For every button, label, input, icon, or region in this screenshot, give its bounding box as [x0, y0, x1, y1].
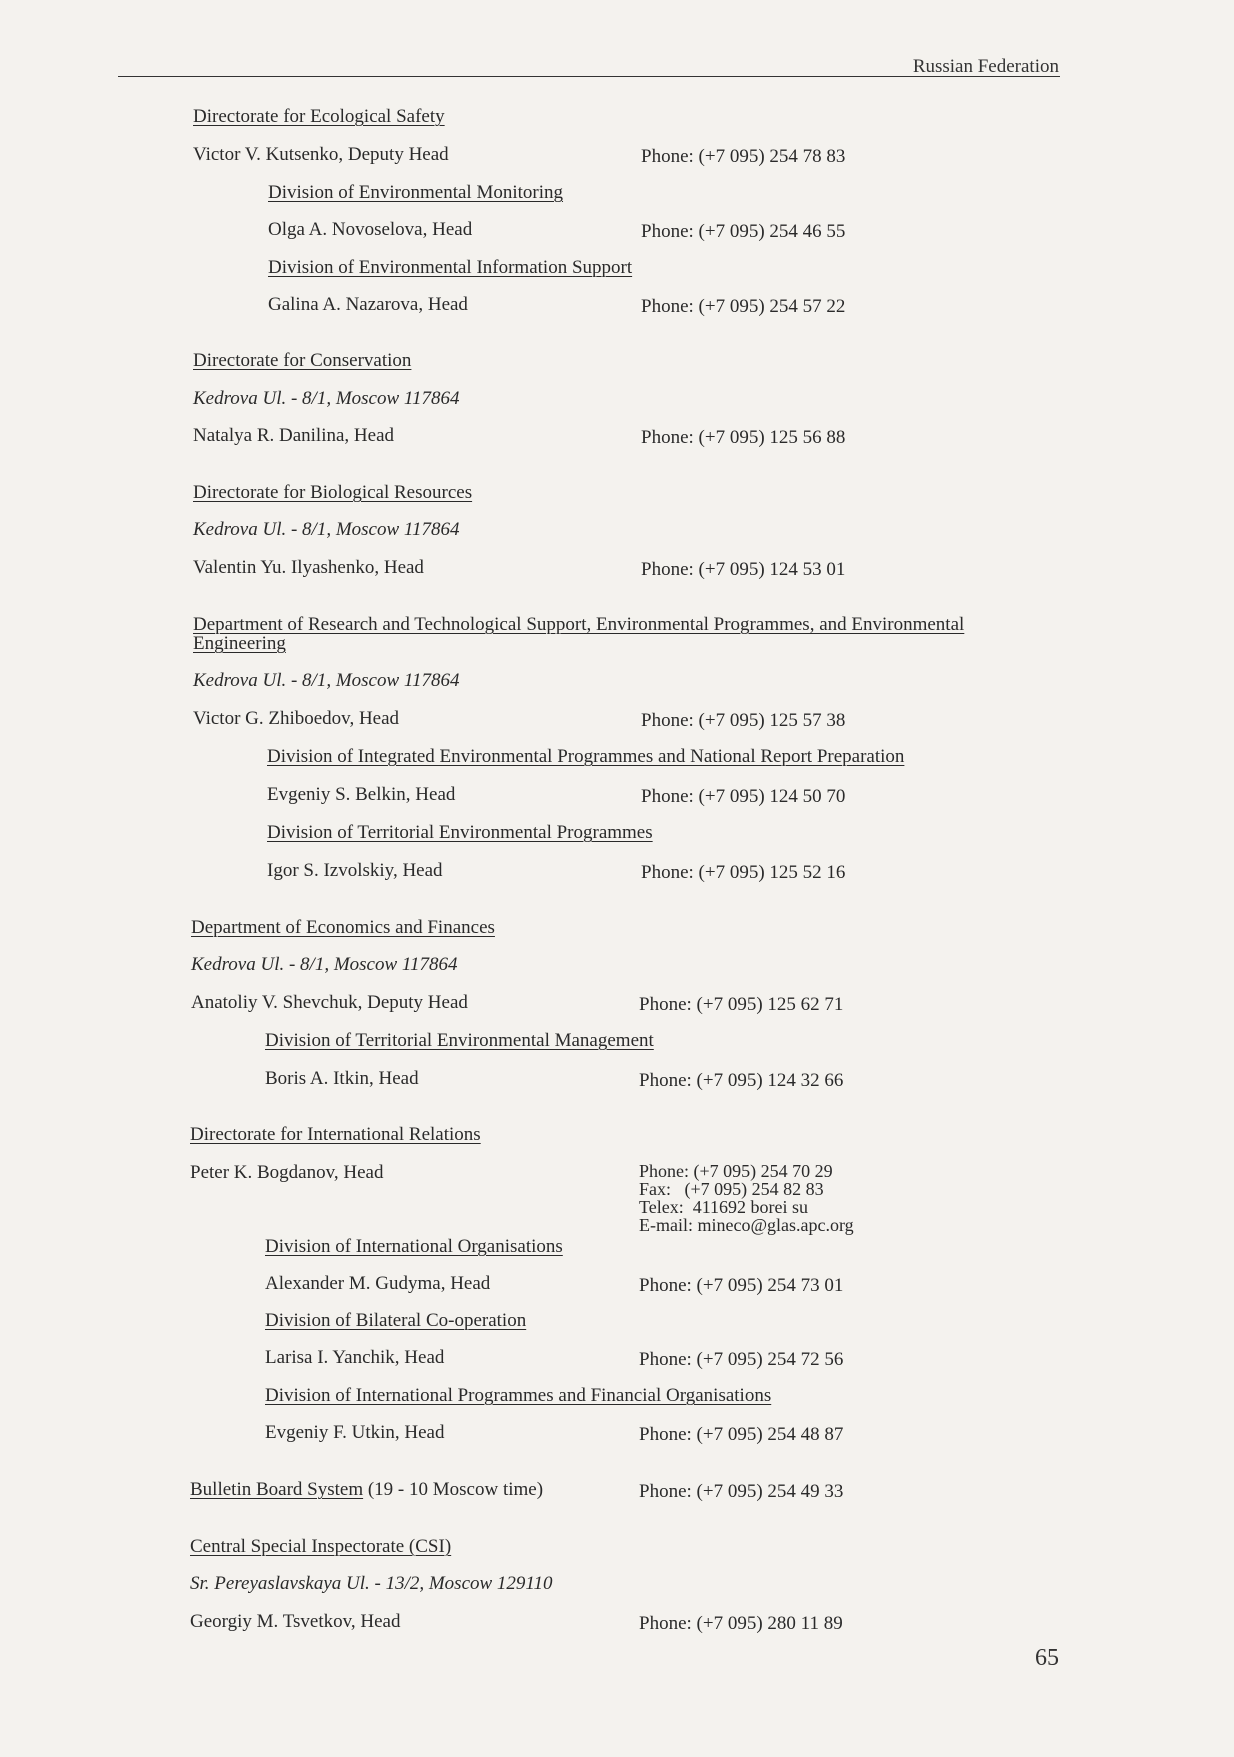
contact-name: Georgiy M. Tsvetkov, Head [190, 1611, 401, 1632]
contact-email: E-mail: mineco@glas.apc.org [639, 1215, 854, 1235]
contact-phone: Phone: (+7 095) 125 56 88 [641, 427, 846, 448]
contact-name: Victor V. Kutsenko, Deputy Head [193, 144, 449, 165]
contact-phone: Phone: (+7 095) 254 49 33 [639, 1481, 844, 1502]
section-heading: Directorate for International Relations [190, 1124, 481, 1145]
contact-phone: Phone: (+7 095) 254 70 29 [639, 1161, 833, 1181]
address: Kedrova Ul. - 8/1, Moscow 117864 [193, 388, 460, 409]
contact-details-block [639, 1162, 854, 1234]
division-heading: Division of Bilateral Co-operation [265, 1310, 527, 1331]
contact-name: Peter K. Bogdanov, Head [190, 1162, 384, 1183]
section-heading-continued: Engineering [193, 633, 286, 654]
contact-name: Larisa I. Yanchik, Head [265, 1347, 445, 1368]
contact-name: Victor G. Zhiboedov, Head [193, 708, 400, 729]
contact-name: Galina A. Nazarova, Head [268, 294, 468, 315]
address: Kedrova Ul. - 8/1, Moscow 117864 [193, 519, 460, 540]
contact-telex: Telex: 411692 borei su [639, 1197, 809, 1217]
bulletin-board-label: Bulletin Board System [190, 1479, 364, 1500]
contact-name: Igor S. Izvolskiy, Head [267, 860, 443, 881]
page-number: 65 [1035, 1645, 1059, 1671]
section-heading: Directorate for Biological Resources [193, 482, 473, 503]
contact-name: Anatoliy V. Shevchuk, Deputy Head [191, 992, 468, 1013]
running-header: Russian Federation [912, 56, 1059, 77]
contact-phone: Phone: (+7 095) 254 57 22 [641, 296, 846, 317]
address: Sr. Pereyaslavskaya Ul. - 13/2, Moscow 129110 [190, 1573, 553, 1594]
contact-name: Natalya R. Danilina, Head [193, 425, 395, 446]
contact-name: Evgeniy F. Utkin, Head [265, 1422, 445, 1443]
contact-phone: Phone: (+7 095) 254 73 01 [639, 1275, 844, 1296]
bulletin-board-line [190, 1479, 543, 1501]
contact-phone: Phone: (+7 095) 125 62 71 [639, 994, 844, 1015]
address: Kedrova Ul. - 8/1, Moscow 117864 [193, 670, 460, 691]
division-heading: Division of Territorial Environmental Management [265, 1030, 654, 1051]
address: Kedrova Ul. - 8/1, Moscow 117864 [191, 954, 458, 975]
bulletin-board-hours: (19 - 10 Moscow time) [363, 1479, 544, 1500]
division-heading: Division of Territorial Environmental Programmes [267, 822, 653, 843]
section-heading: Department of Research and Technological Support, Environmental Programmes, and Environmental [193, 614, 965, 635]
division-heading: Division of Integrated Environmental Programmes and National Report Preparation [267, 746, 905, 767]
section-heading: Department of Economics and Finances [191, 917, 495, 938]
contact-name: Alexander M. Gudyma, Head [265, 1273, 491, 1294]
contact-name: Olga A. Novoselova, Head [268, 219, 473, 240]
contact-phone: Phone: (+7 095) 124 53 01 [641, 559, 846, 580]
contact-phone: Phone: (+7 095) 124 32 66 [639, 1070, 844, 1091]
contact-phone: Phone: (+7 095) 254 72 56 [639, 1349, 844, 1370]
contact-phone: Phone: (+7 095) 254 48 87 [639, 1424, 844, 1445]
contact-phone: Phone: (+7 095) 280 11 89 [639, 1613, 843, 1634]
contact-name: Evgeniy S. Belkin, Head [267, 784, 456, 805]
division-heading: Division of International Programmes and Financial Organisations [265, 1385, 772, 1406]
section-heading: Directorate for Conservation [193, 350, 412, 371]
contact-phone: Phone: (+7 095) 124 50 70 [641, 786, 846, 807]
contact-phone: Phone: (+7 095) 254 78 83 [641, 146, 846, 167]
contact-phone: Phone: (+7 095) 125 52 16 [641, 862, 846, 883]
division-heading: Division of Environmental Monitoring [268, 182, 564, 203]
contact-fax: Fax: (+7 095) 254 82 83 [639, 1179, 824, 1199]
contact-phone: Phone: (+7 095) 254 46 55 [641, 221, 846, 242]
division-heading: Division of Environmental Information Support [268, 257, 633, 278]
contact-name: Valentin Yu. Ilyashenko, Head [193, 557, 424, 578]
section-heading: Central Special Inspectorate (CSI) [190, 1536, 452, 1557]
contact-phone: Phone: (+7 095) 125 57 38 [641, 710, 846, 731]
section-heading: Directorate for Ecological Safety [193, 106, 445, 127]
division-heading: Division of International Organisations [265, 1236, 563, 1257]
contact-name: Boris A. Itkin, Head [265, 1068, 419, 1089]
